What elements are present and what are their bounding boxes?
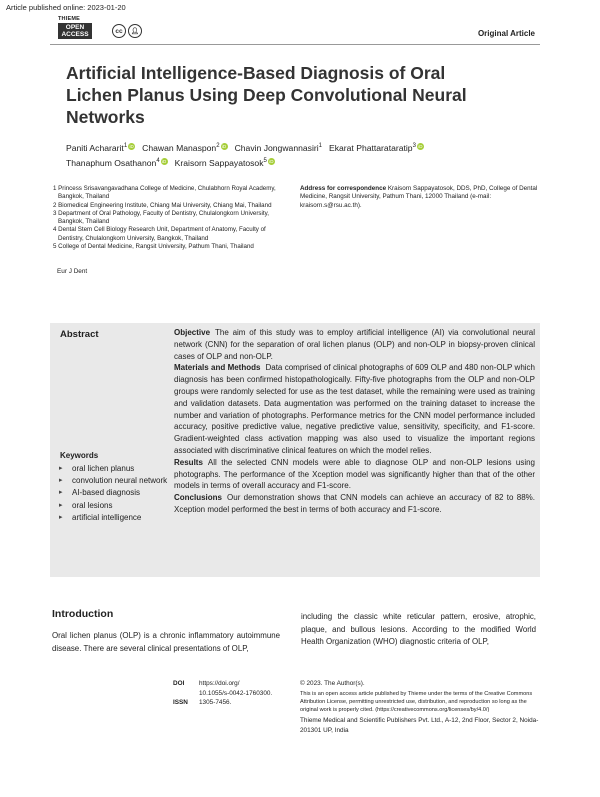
author <box>329 143 424 153</box>
author-name: Kraisorn Sappayatosok <box>174 157 264 168</box>
issn-value: 1305-7456. <box>199 699 232 706</box>
author-affiliation-number: 4 <box>156 157 160 164</box>
affiliation: 5 College of Dental Medicine, Rangsit University, Pathum Thani, Thailand <box>53 243 254 251</box>
orcid-icon[interactable]: iD <box>221 143 227 149</box>
orcid-icon[interactable]: iD <box>269 158 274 164</box>
author-affiliation-number: 1 <box>318 143 322 149</box>
correspondence-text: Kraisorn Sappayatosok, DDS, PhD, College of Dental Medicine, Rangsit University, Pathum Thani, 12000 Thailand (e-mail: kraisorn.s@rsu.ac.th). <box>300 185 538 209</box>
correspondence-label: Address for correspondence <box>300 185 387 192</box>
by-icon: 👤︎ <box>128 24 142 38</box>
abstract-body <box>174 327 535 516</box>
author-name: Thanaphum Osathanon <box>66 157 157 168</box>
doi-label: DOI <box>173 680 185 687</box>
abstract-label: Abstract <box>60 329 99 340</box>
author-name: Chawan Manaspon <box>142 142 217 153</box>
author <box>142 143 227 153</box>
published-online-date: Article published online: 2023-01-20 <box>6 3 126 12</box>
author <box>66 158 168 168</box>
affiliations <box>52 185 292 251</box>
introduction-column-2: including the classic white reticular pattern, erosive, atrophic, plaque, and bullous lesions. According to the modified World Health Organization (WHO) diagnostic criteria of OLP, <box>301 612 536 646</box>
correspondence <box>300 185 550 210</box>
doi-issn-block <box>173 679 272 708</box>
introduction-column-1: Oral lichen planus (OLP) is a chronic inflammatory autoimmune disease. There are several clinical presentations of OLP, <box>52 631 280 653</box>
abstract-section <box>174 492 535 516</box>
header-divider <box>50 44 540 45</box>
abstract-section-text: Our demonstration shows that CNN models can achieve an accuracy of 82 to 88%. Xception model performed the best in terms of both accuracy and F1-score. <box>174 493 535 514</box>
doi-link-line1[interactable]: https://doi.org/ <box>199 680 240 687</box>
abstract-section <box>174 457 535 492</box>
author-affiliation-number: 2 <box>216 143 220 149</box>
abstract-section-heading: Objective <box>174 328 211 337</box>
author-list <box>66 140 546 170</box>
author-name: Ekarat Phattarataratip <box>328 142 413 153</box>
affiliation: 4 Dental Stem Cell Biology Research Unit, Department of Anatomy, Faculty of Dentistry, Chulalongkorn University, Bangkok, Thailand <box>53 226 266 242</box>
introduction-heading: Introduction <box>52 608 114 620</box>
author-affiliation-number: 5 <box>263 157 267 164</box>
orcid-icon[interactable]: iD <box>129 143 134 149</box>
doi-link-line2[interactable]: 10.1055/s-0042-1760300. <box>199 689 273 697</box>
orcid-icon[interactable]: iD <box>418 143 423 149</box>
issn-label: ISSN <box>173 699 188 706</box>
author <box>175 158 275 168</box>
author <box>66 143 135 153</box>
affiliation: 2 Biomedical Engineering Institute, Chiang Mai University, Chiang Mai, Thailand <box>53 201 272 209</box>
abstract-section-text: The aim of this study was to employ artificial intelligence (AI) via convolutional neural network (CNN) for the separation of oral lichen planus (OLP) and non-OLP in biopsy-proven clinical cases of OLP and non-OLP. <box>174 328 535 361</box>
publisher-address: Thieme Medical and Scientific Publishers Pvt. Ltd., A-12, 2nd Floor, Sector 2, Noida-201301 UP, India <box>300 717 539 734</box>
author-name: Paniti Achararit <box>66 142 124 153</box>
abstract-section <box>174 362 535 456</box>
keyword-item: ▸ oral lichen planus <box>58 463 168 475</box>
author-affiliation-number: 3 <box>412 143 416 149</box>
abstract-section-heading: Materials and Methods <box>174 363 261 373</box>
keyword-item: ▸ oral lesions <box>58 500 168 512</box>
affiliation: 1 Princess Srisavangavadhana College of Medicine, Chulabhorn Royal Academy, Bangkok, Thailand <box>53 185 276 201</box>
orcid-icon[interactable]: iD <box>162 158 167 164</box>
abstract-section-heading: Results <box>174 457 203 467</box>
abstract-section-heading: Conclusions <box>174 493 223 503</box>
keyword-item: ▸ AI-based diagnosis <box>58 487 168 499</box>
affiliation: 3 Department of Oral Pathology, Faculty of Dentistry, Chulalongkorn University, Bangkok, Thailand <box>53 209 269 226</box>
keyword-item: ▸ convolution neural network <box>58 475 168 487</box>
article-type: Original Article <box>477 29 535 38</box>
keywords-label: Keywords <box>60 451 99 460</box>
author-affiliation-number: 1 <box>123 143 128 149</box>
thieme-label: THIEME <box>58 16 80 22</box>
cc-license-icons <box>112 24 142 38</box>
journal-short-name: Eur J Dent <box>57 268 88 275</box>
author-name: Chavin Jongwannasiri <box>234 142 319 153</box>
cc-icon: cc <box>112 24 126 38</box>
abstract-section-text: All the selected CNN models were able to diagnose OLP and non-OLP lesions using photographs. The performance of the Xception model was significantly higher than that of the other models in terms of overall accuracy and F1-score. <box>174 457 535 491</box>
keyword-item: ▸ artificial intelligence <box>58 512 168 524</box>
author <box>235 143 322 153</box>
copyright-block <box>300 679 540 735</box>
abstract-section-text: Data comprised of clinical photographs of 609 OLP and 480 non-OLP which diagnosis has been confirmed histopathologically. Fifty-five photographs from the OLP and non-OLP groups were randomly selected for use as the test dataset, while the remaining were used as training and validation datasets. Data augmentation was performed on the training dataset to increase the number and variation of photographs. Performance metrics for the CNN model performance included accuracy, positive predictive value, negative predictive value, sensitivity, specificity, and F1-score. Gradient-weighted class activation mapping was also used to visualize the important regions associated with discriminative clinical features on which the model relies. <box>174 363 535 455</box>
copyright-line: © 2023. The Author(s). <box>300 680 365 687</box>
abstract-section <box>174 327 535 362</box>
abstract-box <box>50 323 540 577</box>
open-access-label: OPEN ACCESS <box>58 23 92 39</box>
license-text: This is an open access article published by Thieme under the terms of the Creative Commons Attribution License, permitting unrestricted use, distribution, and reproduction so long as the original work is properly cited. (https://creativecommons.org/licenses/by/4.0/) <box>300 690 533 713</box>
thieme-open-access-logo <box>58 16 92 42</box>
article-title: Artificial Intelligence-Based Diagnosis of Oral Lichen Planus Using Deep Convolutional Neural Networks <box>66 63 467 127</box>
keyword-list <box>58 463 168 524</box>
